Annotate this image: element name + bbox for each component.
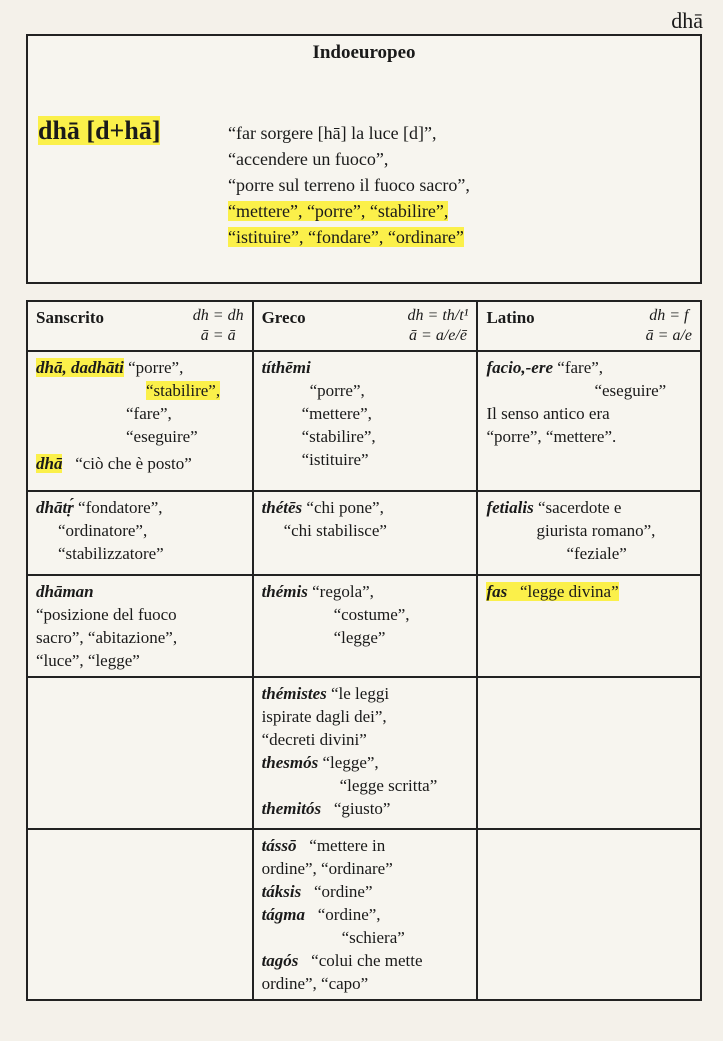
header-cell-latino: Latino dh = f ā = a/e [477, 301, 701, 351]
gloss-line: “far sorgere [hā] la luce [d]”, [228, 123, 437, 143]
correspondence: dh = f ā = a/e [645, 307, 692, 344]
word: títhēmi [261, 358, 311, 377]
word: dhātṛ́ [36, 498, 74, 517]
root-word [38, 116, 160, 146]
indoeuropeo-title: Indoeuropeo [312, 42, 416, 63]
header-cell-greco: Greco dh = th/t¹ ā = a/e/ē [253, 301, 478, 351]
word: thétēs [261, 498, 303, 517]
table-header-row [27, 301, 701, 351]
word: thémistes [261, 684, 327, 703]
indoeuropeo-box [26, 34, 702, 284]
table-cell: dhātṛ́ “fondatore”, “ordinatore”, “stabilizzatore” [27, 491, 253, 575]
gloss-line: “istituire”, “fondare”, “ordinare” [228, 227, 464, 247]
table-row [27, 351, 701, 491]
root-gloss [228, 120, 470, 250]
table-cell [477, 829, 701, 1000]
table-cell [27, 677, 253, 829]
table-row [27, 575, 701, 677]
word: thesmós [261, 753, 319, 772]
gloss-line: “porre sul terreno il fuoco sacro”, [228, 175, 470, 195]
table-cell: thétēs “chi pone”, “chi stabilisce” [253, 491, 478, 575]
table-cell: facio,-ere “fare”, “eseguire” Il senso antico era “porre”, “mettere”. [477, 351, 701, 491]
word: táksis [261, 882, 302, 901]
table-row [27, 677, 701, 829]
comparison-table [26, 300, 702, 1001]
word: dhāman [36, 582, 94, 601]
page-header: dhā [671, 8, 703, 33]
word: dhā, dadhāti [36, 358, 124, 377]
table-cell: fas “legge divina” [477, 575, 701, 677]
word: fetialis [486, 498, 534, 517]
correspondence: dh = th/t¹ ā = a/e/ē [407, 307, 469, 344]
gloss-line: “mettere”, “porre”, “stabilire”, [228, 201, 449, 221]
table-cell: fetialis “sacerdote e giurista romano”, “feziale” [477, 491, 701, 575]
table-cell: dhā, dadhāti “porre”, “stabilire”, “fare”, “eseguire” dhā “ciò che è posto” [27, 351, 253, 491]
table-cell [27, 829, 253, 1000]
word: thémis [261, 582, 308, 601]
header-cell-sanscrito: Sanscrito dh = dh ā = ā [27, 301, 253, 351]
word: themitós [261, 799, 322, 818]
word: tagós [261, 951, 299, 970]
gloss-line: “accendere un fuoco”, [228, 149, 389, 169]
table-cell: dhāman “posizione del fuoco sacro”, “abitazione”, “luce”, “legge” [27, 575, 253, 677]
table-cell [477, 677, 701, 829]
word: tássō [261, 836, 297, 855]
word: tágma [261, 905, 306, 924]
table-row [27, 491, 701, 575]
word: facio,-ere [486, 358, 554, 377]
table-cell: títhēmi “porre”, “mettere”, “stabilire”, “istituire” [253, 351, 478, 491]
table-cell: thémistes “le leggi ispirate dagli dei”, “decreti divini” thesmós “legge”, “legge scritta” themitós “giusto” [253, 677, 478, 829]
correspondence: dh = dh ā = ā [192, 307, 244, 344]
word: fas [486, 582, 508, 601]
root-word-text: dhā [d+hā] [38, 116, 161, 145]
word: dhā [36, 454, 63, 473]
table-row [27, 829, 701, 1000]
table-cell: tássō “mettere in ordine”, “ordinare” táksis “ordine” tágma “ordine”, “schiera” tagós “colui che mette ordine”, “capo” [253, 829, 478, 1000]
table-cell: thémis “regola”, “costume”, “legge” [253, 575, 478, 677]
